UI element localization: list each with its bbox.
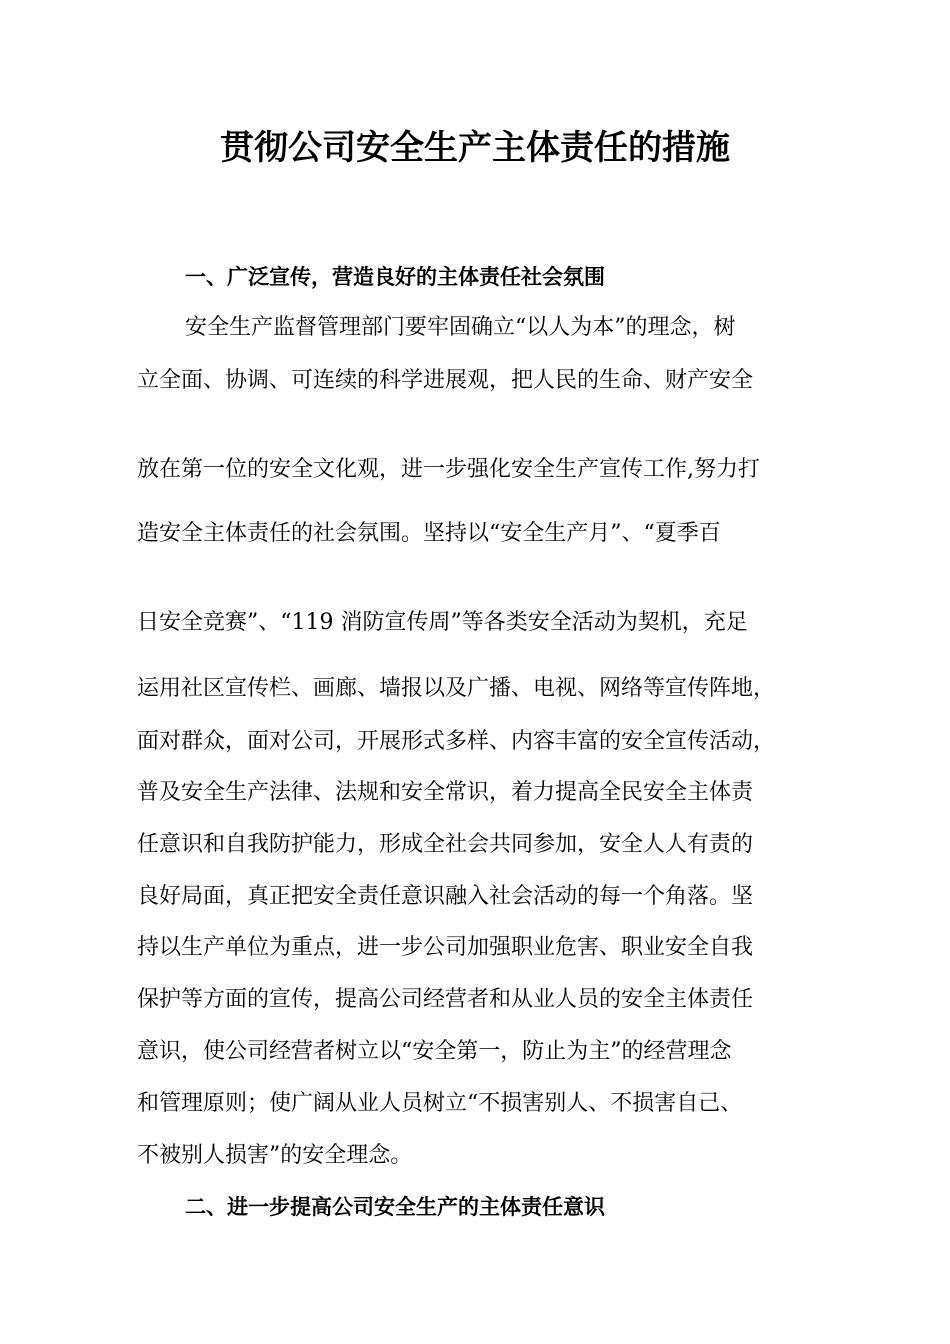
paragraph-line: 意识，使公司经营者树立以“安全第一，防止为主”的经营理念: [137, 1039, 732, 1064]
paragraph-line: 和管理原则；使广阔从业人员树立“不损害别人、不损害自己、: [137, 1091, 743, 1116]
paragraph-line: 造安全主体责任的社会氛围。坚持以“安全生产月”、“夏季百: [137, 521, 721, 546]
paragraph-line: 普及安全生产法律、法规和安全常识，着力提高全民安全主体责: [137, 780, 754, 805]
paragraph-line: 安全生产监督管理部门要牢固确立“以人为本”的理念，树: [185, 315, 736, 340]
paragraph-line: 持以生产单位为重点，进一步公司加强职业危害、职业安全自我: [137, 935, 754, 960]
paragraph-line: 放在第一位的安全文化观，进一步强化安全生产宣传工作,努力打: [137, 457, 760, 482]
section-heading-2: 二、进一步提高公司安全生产的主体责任意识: [185, 1194, 605, 1219]
paragraph-line: 运用社区宣传栏、画廊、墙报以及广播、电视、网络等宣传阵地，: [137, 676, 776, 701]
paragraph-line: 良好局面，真正把安全责任意识融入社会活动的每一个角落。坚: [137, 884, 754, 909]
paragraph-line: 日安全竞赛”、“119 消防宣传周”等各类安全活动为契机，充足: [137, 610, 748, 635]
paragraph-line: 面对群众，面对公司，开展形式多样、内容丰富的安全宣传活动，: [137, 729, 776, 754]
section-heading-1: 一、广泛宣传，营造良好的主体责任社会氛围: [185, 264, 605, 289]
document-title: 贯彻公司安全生产主体责任的措施: [220, 128, 730, 168]
paragraph-line: 不被别人损害”的安全理念。: [137, 1143, 413, 1168]
paragraph-line: 立全面、协调、可连续的科学进展观，把人民的生命、财产安全: [137, 368, 754, 393]
paragraph-line: 保护等方面的宣传，提高公司经营者和从业人员的安全主体责任: [137, 987, 754, 1012]
paragraph-line: 任意识和自我防护能力，形成全社会共同参加，安全人人有责的: [137, 832, 754, 857]
